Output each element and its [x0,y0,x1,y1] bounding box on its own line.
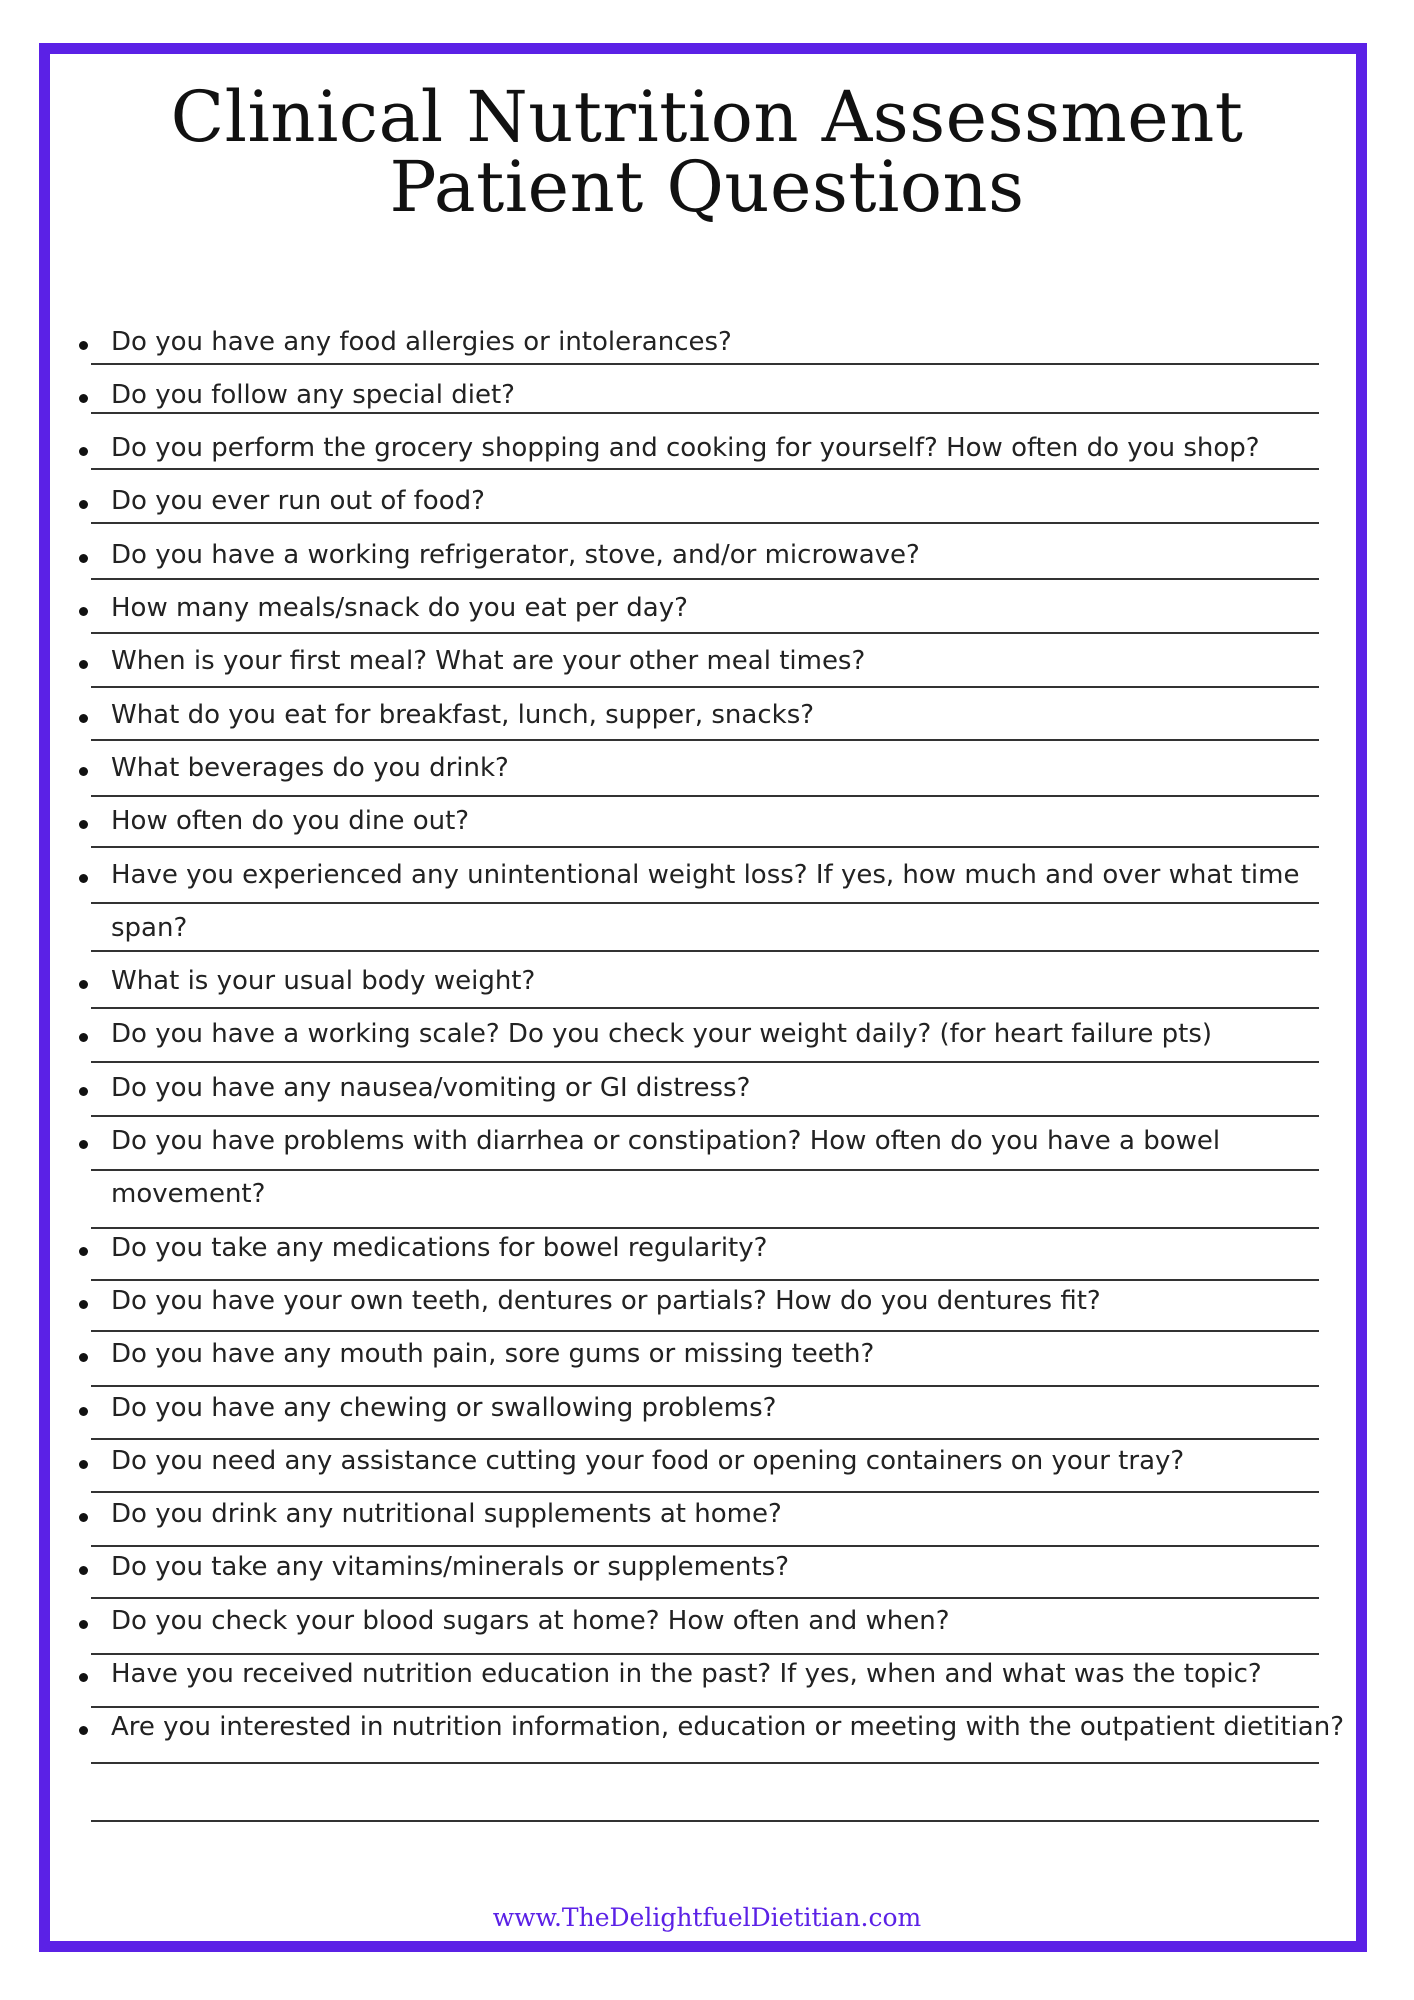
answer-line [91,686,1319,688]
answer-line [91,1279,1319,1281]
question-item: What is your usual body weight? [111,966,536,996]
bullet-icon [79,1353,88,1362]
answer-line [91,1330,1319,1332]
question-item: Do you take any vitamins/minerals or supplements? [111,1552,790,1582]
bullet-icon [79,714,88,723]
bullet-icon [79,874,88,883]
question-item: Do you have your own teeth, dentures or partials? How do you dentures fit? [111,1286,1101,1316]
answer-line [91,795,1319,797]
question-item: Are you interested in nutrition information, education or meeting with the outpatient dietitian? [111,1712,1345,1742]
question-item: Do you perform the grocery shopping and cooking for yourself? How often do you shop? [111,433,1260,463]
answer-line [91,1007,1319,1009]
answer-line [91,363,1319,365]
answer-line [91,1169,1319,1171]
question-item: How many meals/snack do you eat per day? [111,593,688,623]
answer-line [91,1061,1319,1063]
question-item: Do you have any nausea/vomiting or GI distress? [111,1073,751,1103]
page-title [0,76,1414,228]
bullet-icon [79,767,88,776]
answer-line [91,1653,1319,1655]
answer-line [91,412,1319,414]
question-item: Do you check your blood sugars at home? How often and when? [111,1606,950,1636]
bullet-icon [79,500,88,509]
answer-line [91,1706,1319,1708]
bullet-icon [79,1513,88,1522]
question-item: Do you ever run out of food? [111,486,485,516]
bullet-icon [79,607,88,616]
bullet-icon [79,1033,88,1042]
title-line-2: Patient Questions [389,146,1025,228]
bullet-icon [79,1460,88,1469]
bullet-icon [79,447,88,456]
answer-line [91,1385,1319,1387]
answer-line [91,1438,1319,1440]
question-item: Do you follow any special diet? [111,380,515,410]
question-item: Do you have any chewing or swallowing problems? [111,1393,777,1423]
answer-line [91,1491,1319,1493]
answer-line [91,950,1319,952]
question-item: What beverages do you drink? [111,753,509,783]
question-item: Have you received nutrition education in the past? If yes, when and what was the topic? [111,1659,1262,1689]
bullet-icon [79,554,88,563]
bullet-icon [79,1620,88,1629]
bullet-icon [79,1087,88,1096]
website-footer: www.TheDelightfuelDietitian.com [492,1903,922,1932]
question-item: Do you have any mouth pain, sore gums or missing teeth? [111,1339,875,1369]
answer-line [91,522,1319,524]
bullet-icon [79,1140,88,1149]
answer-line [91,902,1319,904]
question-item: Have you experienced any unintentional weight loss? If yes, how much and over what time [111,860,1300,890]
question-item: Do you have a working scale? Do you check your weight daily? (for heart failure pts) [111,1019,1213,1049]
answer-line [91,1762,1319,1764]
bullet-icon [79,1407,88,1416]
answer-line [91,468,1319,470]
bullet-icon [79,341,88,350]
bullet-icon [79,660,88,669]
answer-line [91,1820,1319,1822]
question-continuation: movement? [111,1179,266,1209]
answer-line [91,846,1319,848]
answer-line [91,1115,1319,1117]
question-item: Do you need any assistance cutting your food or opening containers on your tray? [111,1446,1185,1476]
answer-line [91,1597,1319,1599]
question-item: Do you take any medications for bowel regularity? [111,1233,768,1263]
question-item: Do you drink any nutritional supplements at home? [111,1499,782,1529]
question-item: When is your first meal? What are your other meal times? [111,646,866,676]
question-item: Do you have problems with diarrhea or constipation? How often do you have a bowel [111,1126,1221,1156]
bullet-icon [79,1673,88,1682]
bullet-icon [79,1726,88,1735]
answer-line [91,632,1319,634]
answer-line [91,578,1319,580]
bullet-icon [79,980,88,989]
question-item: Do you have a working refrigerator, stove, and/or microwave? [111,540,920,570]
bullet-icon [79,1566,88,1575]
question-item: Do you have any food allergies or intolerances? [111,327,732,357]
title-line-1: Clinical Nutrition Assessment [170,76,1244,158]
question-continuation: span? [111,913,188,943]
answer-line [91,1227,1319,1229]
bullet-icon [79,1247,88,1256]
bullet-icon [79,1300,88,1309]
answer-line [91,1545,1319,1547]
question-item: What do you eat for breakfast, lunch, supper, snacks? [111,700,815,730]
bullet-icon [79,820,88,829]
answer-line [91,739,1319,741]
question-item: How often do you dine out? [111,806,470,836]
bullet-icon [79,394,88,403]
